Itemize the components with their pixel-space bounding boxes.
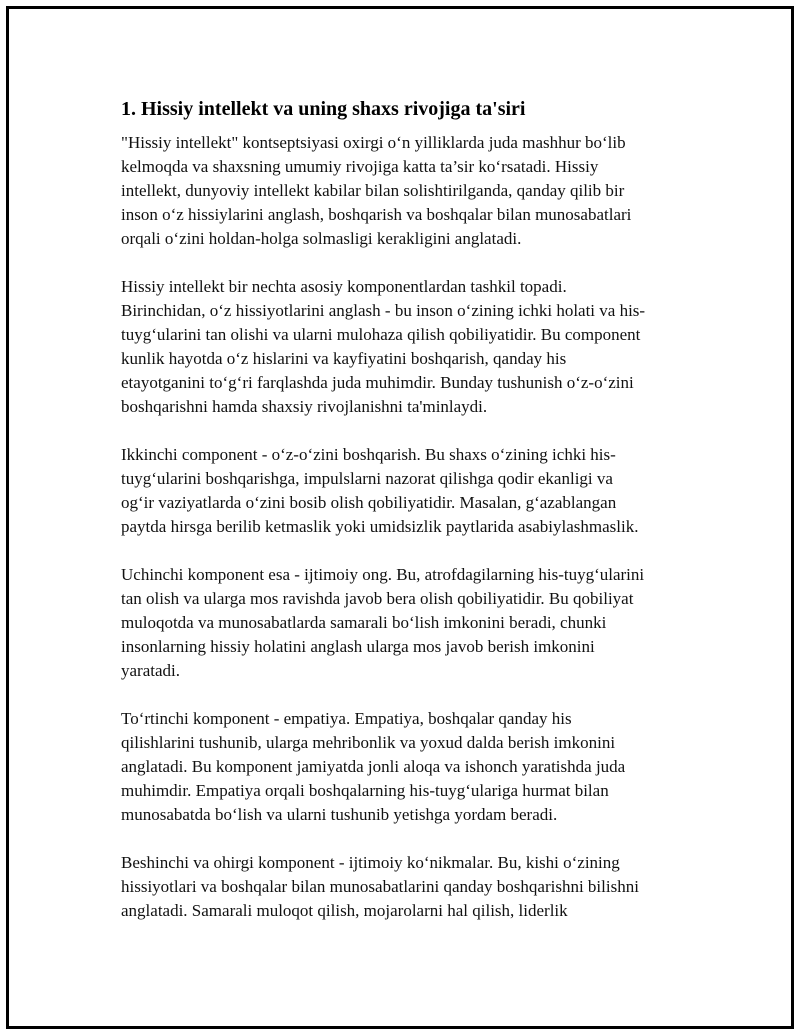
text-line: insonlarning hissiy holatini anglash ularga mos javob berish imkonini [121, 637, 595, 656]
text-line: og‘ir vaziyatlarda o‘zini bosib olish qobiliyatidir. Masalan, g‘azablangan [121, 493, 617, 512]
text-line: muhimdir. Empatiya orqali boshqalarning his-tuyg‘ulariga hurmat bilan [121, 781, 609, 800]
text-line: Uchinchi komponent esa - ijtimoiy ong. Bu, atrofdagilarning his-tuyg‘ularini [121, 565, 645, 584]
text-line: etayotganini to‘g‘ri farqlashda juda muhimdir. Bunday tushunish o‘z-o‘zini [121, 373, 634, 392]
text-line: hissiyotlari va boshqalar bilan munosabatlarini qanday boshqarishni bilishni [121, 877, 639, 896]
text-line: To‘rtinchi komponent - empatiya. Empatiya, boshqalar qanday his [121, 709, 572, 728]
text-line: anglatadi. Samarali muloqot qilish, mojarolarni hal qilish, liderlik [121, 901, 568, 920]
text-line: intellekt, dunyoviy intellekt kabilar bilan solishtirilganda, qanday qilib bir [121, 181, 625, 200]
text-line: qilishlarini tushunib, ularga mehribonlik va yoxud dalda berish imkonini [121, 733, 616, 752]
text-line: muloqotda va munosabatlarda samarali bo‘lish imkonini beradi, chunki [121, 613, 607, 632]
text-line: tuyg‘ularini boshqarishga, impulslarni nazorat qilishga qodir ekanligi va [121, 469, 613, 488]
paragraph-intro [121, 131, 701, 251]
text-line: Hissiy intellekt bir nechta asosiy komponentlardan tashkil topadi. [121, 277, 567, 296]
page-border [6, 6, 794, 1029]
text-line: paytda hirsga berilib ketmaslik yoki umidsizlik paytlarida asabiylashmaslik. [121, 517, 639, 536]
paragraph-self-management [121, 443, 701, 539]
text-line: kelmoqda va shaxsning umumiy rivojiga katta ta’sir ko‘rsatadi. Hissiy [121, 157, 599, 176]
section-title: 1. Hissiy intellekt va uning shaxs rivojiga ta'siri [121, 98, 526, 120]
paragraph-social-skills [121, 851, 701, 923]
paragraph-empathy [121, 707, 701, 827]
text-line: "Hissiy intellekt" kontseptsiyasi oxirgi o‘n yilliklarda juda mashhur bo‘lib [121, 133, 626, 152]
text-line: kunlik hayotda o‘z hislarini va kayfiyatini boshqarish, qanday his [121, 349, 567, 368]
text-line: tuyg‘ularini tan olishi va ularni mulohaza qilish qobiliyatidir. Bu component [121, 325, 641, 344]
text-line: munosabatda bo‘lish va ularni tushunib yetishga yordam beradi. [121, 805, 558, 824]
text-line: Birinchidan, o‘z hissiyotlarini anglash - bu inson o‘zining ichki holati va his- [121, 301, 646, 320]
text-line: inson o‘z hissiylarini anglash, boshqarish va boshqalar bilan munosabatlari [121, 205, 632, 224]
text-line: Beshinchi va ohirgi komponent - ijtimoiy ko‘nikmalar. Bu, kishi o‘zining [121, 853, 620, 872]
text-line: anglatadi. Bu komponent jamiyatda jonli aloqa va ishonch yaratishda juda [121, 757, 626, 776]
text-line: yaratadi. [121, 661, 180, 680]
text-line: tan olish va ularga mos ravishda javob bera olish qobiliyatidir. Bu qobiliyat [121, 589, 634, 608]
document-body [121, 97, 701, 947]
paragraph-social-awareness [121, 563, 701, 683]
text-line: orqali o‘zini holdan-holga solmasligi kerakligini anglatadi. [121, 229, 522, 248]
text-line: boshqarishni hamda shaxsiy rivojlanishni ta'minlaydi. [121, 397, 488, 416]
text-line: Ikkinchi component - o‘z-o‘zini boshqarish. Bu shaxs o‘zining ichki his- [121, 445, 616, 464]
paragraph-components [121, 275, 701, 419]
